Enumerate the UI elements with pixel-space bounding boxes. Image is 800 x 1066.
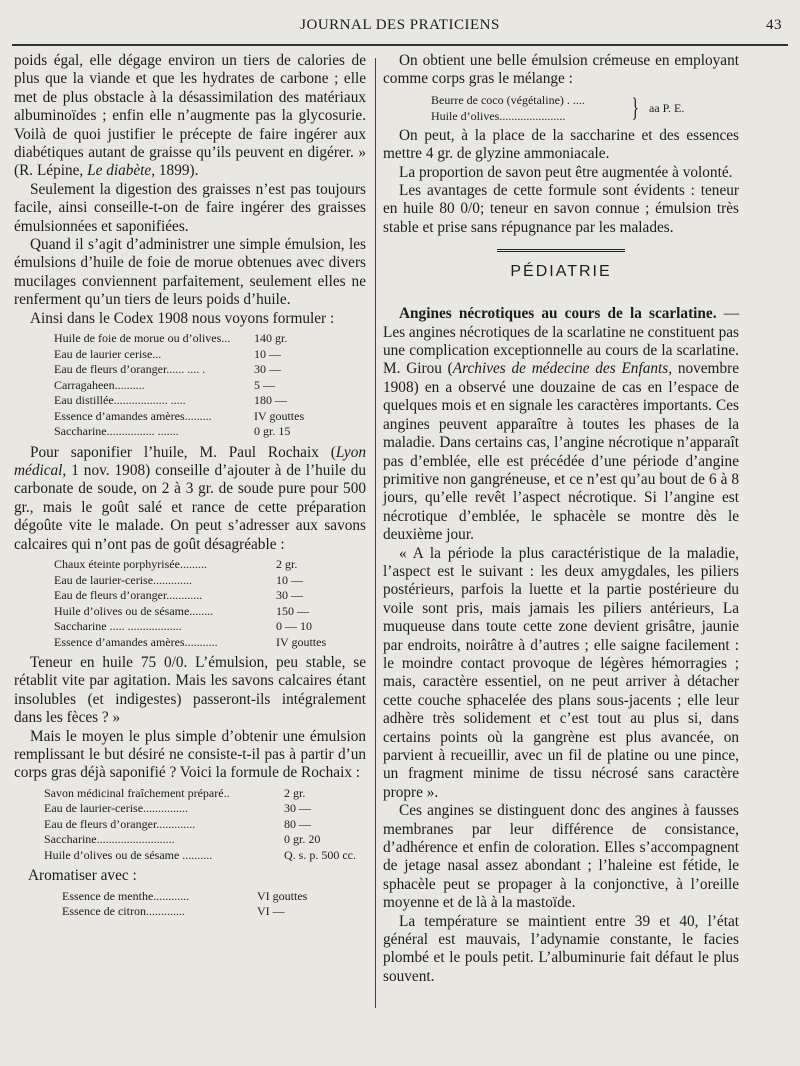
paragraph: On obtient une belle émulsion crémeuse en employant comme corps gras le mélange : — [383, 52, 739, 88]
paragraph: Ces angines se distinguent donc des angines à fausses membranes par leur différence de consistance, d’adhérence et enfin de coloration. Elles s’accompagnent de jetage nasal assez abondant ; l’haleine est fétide, le sphacèle peut se propager à la conjonctive, à l’oreille moyenne et de là à la mastoïde. — [383, 802, 739, 912]
mixture-line: Beurre de coco (végétaline) . .... — [431, 92, 585, 107]
paragraph: Quand il s’agit d’administrer une simple émulsion, les émulsions d’huile de foie de morue obtenues avec divers mucilages conviennent parfaitement, seulement elles ne renferment qu’un tiers de leurs poids d’huile. — [14, 236, 366, 309]
paragraph: On peut, à la place de la saccharine et des essences mettre 4 gr. de glyzine ammoniacale. — [383, 126, 739, 163]
recipe-row: Huile de foie de morue ou d’olives... 140 gr. — [54, 331, 288, 346]
page-number: 43 — [766, 17, 782, 33]
aroma-recipe — [62, 889, 366, 920]
brace-icon: } — [631, 92, 639, 122]
recipe-row: Eau de fleurs d’oranger...... .... . 30 — — [54, 362, 281, 377]
paragraph: Les avantages de cette formule sont évidents : teneur en huile 80 0/0; teneur en savon connue ; émulsion très stable et prise sans répugnance par les malades. — [383, 182, 739, 236]
recipe-row: Saccharine................ ....... 0 gr. 15 — [54, 424, 291, 439]
section-title: PÉDIATRIE — [510, 263, 612, 281]
recipe-row: Saccharine.......................... 0 gr. 20 — [44, 832, 321, 847]
recipe-row: Huile d’olives ou de sésame........ 150 — — [54, 603, 309, 618]
aromatiser-label: Aromatiser avec : — [28, 867, 137, 885]
journal-title: JOURNAL DES PRATICIENS — [300, 17, 500, 33]
recipe-row: Essence d’amandes amères......... IV gouttes — [54, 408, 305, 423]
left-column — [14, 52, 366, 924]
rochaix-recipe — [44, 786, 366, 864]
running-header — [0, 14, 800, 38]
recipe-row: Eau de fleurs d’oranger............. 80 — — [44, 816, 311, 831]
paragraph: Pour saponifier l’huile, M. Paul Rochaix (Lyon médical, 1 nov. 1908) conseille d’ajouter à de l’huile du carbonate de soude, on 2 à 3 gr. de soude pure pour 500 gr., mais le goût salé et rance de cette préparation dégoûte vite le malade. On peut s’adresser aux savons calcaires qui n’ont pas de goût désagréable : — [14, 443, 366, 553]
section-rule — [497, 249, 625, 254]
recipe-row: Carragaheen.......... 5 — — [54, 377, 275, 392]
paragraph: La température se maintient entre 39 et 40, l’état général est mauvais, l’adynamie constante, le facies plombé et le pouls petit. L’albuminurie fait défaut le plus souvent. — [383, 912, 739, 985]
paragraph: Mais le moyen le plus simple d’obtenir une émulsion remplissant le but désiré ne consiste-t-il pas à partir d’un corps gras déjà saponifié ? Voici la formule de Rochaix : — [14, 727, 366, 782]
recipe-row: Essence de citron............. VI — — [62, 904, 285, 919]
paragraph: poids égal, elle dégage environ un tiers de calories de plus que la viande et que les hydrates de carbone ; elle met de plus obstacle à la désassimilation des matériaux albuminoïdes ; enfin elle n’augmente pas la glycosurie. Voilà de quoi justifier le précepte de faire ingérer aux diabétiques autant de graisse qu’ils peuvent en digérer. » (R. Lépine, Le diabète, 1899). — [14, 52, 366, 180]
recipe-row: Savon médicinal fraîchement préparé.. 2 gr. — [44, 785, 306, 800]
right-column — [383, 52, 739, 986]
header-rule — [12, 44, 788, 46]
recipe-row: Eau distillée.................. ..... 180 — — [54, 393, 287, 408]
recipe-row: Eau de fleurs d’oranger............ 30 — — [54, 588, 303, 603]
recipe-row: Eau de laurier-cerise............. 10 — — [54, 572, 303, 587]
paragraph: Angines nécrotiques au cours de la scarlatine. — Les angines nécrotiques de la scarlatine ne constituent pas une complication exceptionnelle au cours de la scarlatine. M. Girou (Archives de médecine des Enfants, novembre 1908) en a observé une douzaine de cas en l’espace de quelques mois et en signale les caractères importants. Ces angines peuvent apparaître à toutes les phases de la maladie. Dans certains cas, l’angine nécrotique n’apparaît pas d’emblée, elle est précédée d’une période d’angine primitive non gangréneuse, et ce n’est qu’au bout de 6 à 8 jours, qu’elle revêt l’aspect nécrotique. Si l’angine est nécrotique d’emblée, le sphacèle se montre dès le deuxième jour. — [383, 305, 739, 544]
mixture-line: Huile d’olives...................... — [431, 108, 566, 123]
recipe-row: Essence d’amandes amères........... IV gouttes — [54, 634, 327, 649]
paragraph: Ainsi dans le Codex 1908 nous voyons formuler : — [30, 309, 335, 327]
codex-recipe — [54, 331, 366, 440]
article-heading: Angines nécrotiques au cours de la scarlatine. — [399, 305, 717, 323]
recipe-row: Huile d’olives ou de sésame .......... Q. s. p. 500 cc. — [44, 847, 356, 862]
recipe-row: Eau de laurier cerise... 10 — — [54, 346, 281, 361]
mixture-quantity: aa P. E. — [649, 100, 685, 115]
paragraph: « A la période la plus caractéristique de la maladie, l’aspect est le suivant : les deux amygdales, les piliers postérieurs, parfois la luette et la partie postérieure du voile sont pris, mais jamais les piliers antérieurs, La muqueuse dans toute cette zone devient grisâtre, jaunie par endroits, noirâtre à d’autres ; elle saigne facilement : le moindre contact provoque de légères hémorragies ; mais, caractère essentiel, on ne peut arriver à détacher cette couche sphacelée des plans sous-jacents ; elle leur adhère très solidement et c’est tout au plus si, dans certains points où la gangrène est plus avancée, on parvient à recueillir, avec un fil de platine ou une pince, un fragment minime de tissu nécrosé sans caractère propre ». — [383, 544, 739, 801]
paragraph: La proportion de savon peut être augmentée à volonté. — [399, 163, 733, 181]
column-divider — [375, 58, 376, 1008]
recipe-row: Chaux éteinte porphyrisée......... 2 gr. — [54, 557, 298, 572]
calcium-soap-recipe — [54, 557, 366, 650]
recipe-row: Eau de laurier-cerise............... 30 — — [44, 801, 311, 816]
paragraph: Teneur en huile 75 0/0. L’émulsion, peu stable, se rétablit vite par agitation. Mais les savons calcaires étant insolubles (et indigestes) passeront-ils intégralement dans les fèces ? » — [14, 654, 366, 727]
paragraph: Seulement la digestion des graisses n’est pas toujours facile, ainsi conseille-t-on de faire ingérer des graisses émulsionnées et saponifiées. — [14, 180, 366, 235]
recipe-row: Essence de menthe............ VI gouttes — [62, 888, 308, 903]
recipe-row: Saccharine ..... .................. 0 — 10 — [54, 619, 312, 634]
fat-mixture — [431, 91, 739, 127]
